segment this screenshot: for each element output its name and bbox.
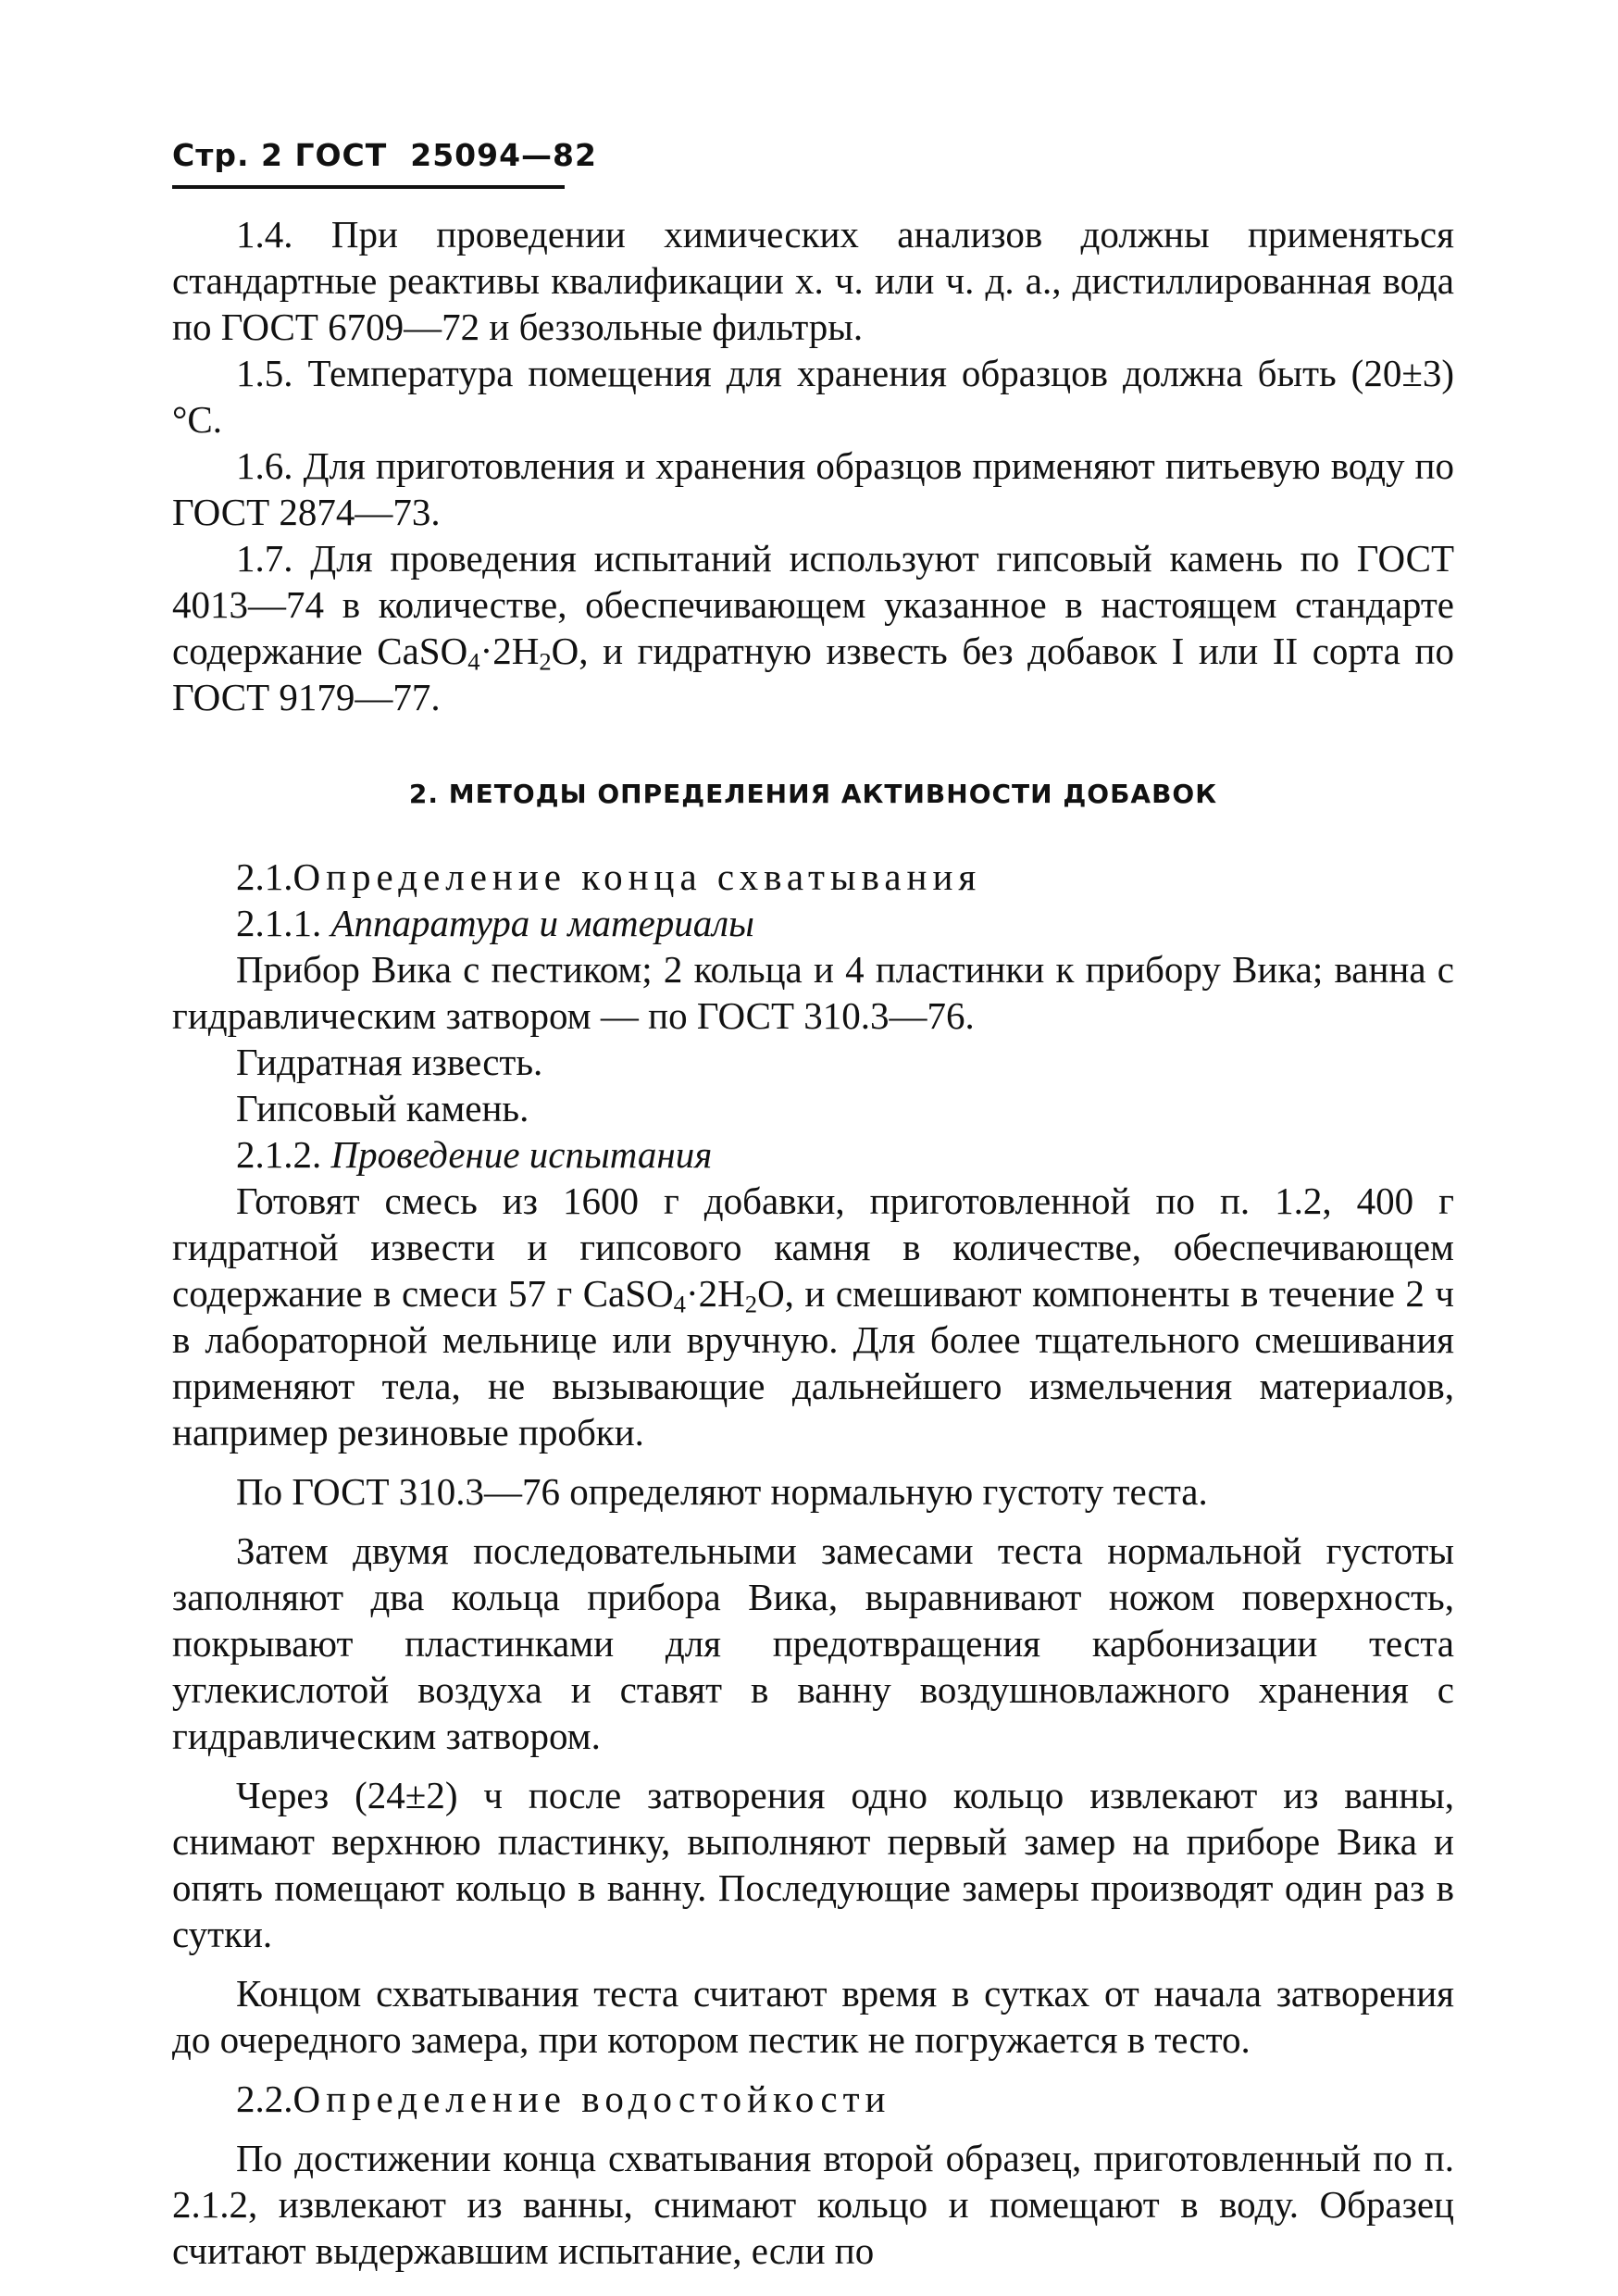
subsection-2-2-heading: 2.2.Определение водостойкости (236, 2078, 891, 2120)
paragraph-1-5: 1.5. Температура помещения для хранения образцов должна быть (20±3)°С. (172, 352, 1454, 441)
paragraph-setting-end: Концом схватывания теста считают время в сутках от начала затворения до очередного замера, при котором пестик не погружается в тесто. (172, 1972, 1454, 2061)
subsection-2-1-heading: 2.1.Определение конца схватывания (236, 855, 982, 898)
paragraph-1-7: 1.7. Для проведения испытаний используют гипсовый камень по ГОСТ 4013—74 в количестве, обеспечивающем указанное в настоящем стандарте содержание $CaSO_4\cdot 2H_2O$, и гидратную известь без добавок I или II сорта по ГОСТ 9179—77. (172, 537, 1455, 718)
equipment-item-3: Гипсовый камень. (236, 1087, 529, 1129)
paragraph-fill-rings: Затем двумя последовательными замесами теста нормальной густоты заполняют два кольца прибора Вика, выравнивают ножом поверхность, покрывают пластинками для предотвращения карбонизации теста углекислотой воздуха и ставят в ванну воздушновлажного хранения с гидравлическим затвором. (172, 1529, 1454, 1757)
paragraph-normal-consistency: По ГОСТ 310.3—76 определяют нормальную густоту теста. (236, 1470, 1208, 1513)
equipment-item-2: Гидратная известь. (236, 1041, 543, 1083)
paragraph-1-4: 1.4. При проведении химических анализов должны применяться стандартные реактивы квалификации х. ч. или ч. д. а., дистиллированная вода по ГОСТ 6709—72 и беззольные фильтры. (172, 213, 1454, 348)
paragraph-2-2: По достижении конца схватывания второй образец, приготовленный по п. 2.1.2, извлекают из ванны, снимают кольцо и помещают в воду. Образец считают выдержавшим испытание, если по (172, 2137, 1454, 2272)
equipment-item-1: Прибор Вика с пестиком; 2 кольца и 4 пластинки к прибору Вика; ванна с гидравлическим затвором — по ГОСТ 310.3—76. (172, 948, 1454, 1037)
paragraph-1-6: 1.6. Для приготовления и хранения образцов применяют питьевую воду по ГОСТ 2874—73. (172, 444, 1454, 533)
document-body (172, 211, 1454, 2274)
subsection-2-1-2-heading: 2.1.2. Проведение испытания (236, 1133, 713, 1176)
page-header: Стр. 2 ГОСТ 25094—82 (172, 137, 597, 173)
header-rule (172, 185, 565, 189)
section-2-heading: 2. МЕТОДЫ ОПРЕДЕЛЕНИЯ АКТИВНОСТИ ДОБАВОК (408, 779, 1218, 809)
subsection-2-1-1-heading: 2.1.1. Аппаратура и материалы (236, 902, 754, 944)
paragraph-measurement: Через (24±2) ч после затворения одно кольцо извлекают из ванны, снимают верхнюю пластинку, выполняют первый замер на приборе Вика и опять помещают кольцо в ванну. Последующие замеры производят один раз в сутки. (172, 1774, 1454, 1955)
paragraph-2-1-2-mix: Готовят смесь из 1600 г добавки, приготовленной по п. 1.2, 400 г гидратной извести и гипсового камня в количестве, обеспечивающем содержание в смеси 57 г $CaSO_4\cdot 2H_2O$, и смешивают компоненты в течение 2 ч в лабораторной мельнице или вручную. Для более тщательного смешивания применяют тела, не вызывающие дальнейшего измельчения материалов, например резиновые пробки. (172, 1179, 1454, 1454)
